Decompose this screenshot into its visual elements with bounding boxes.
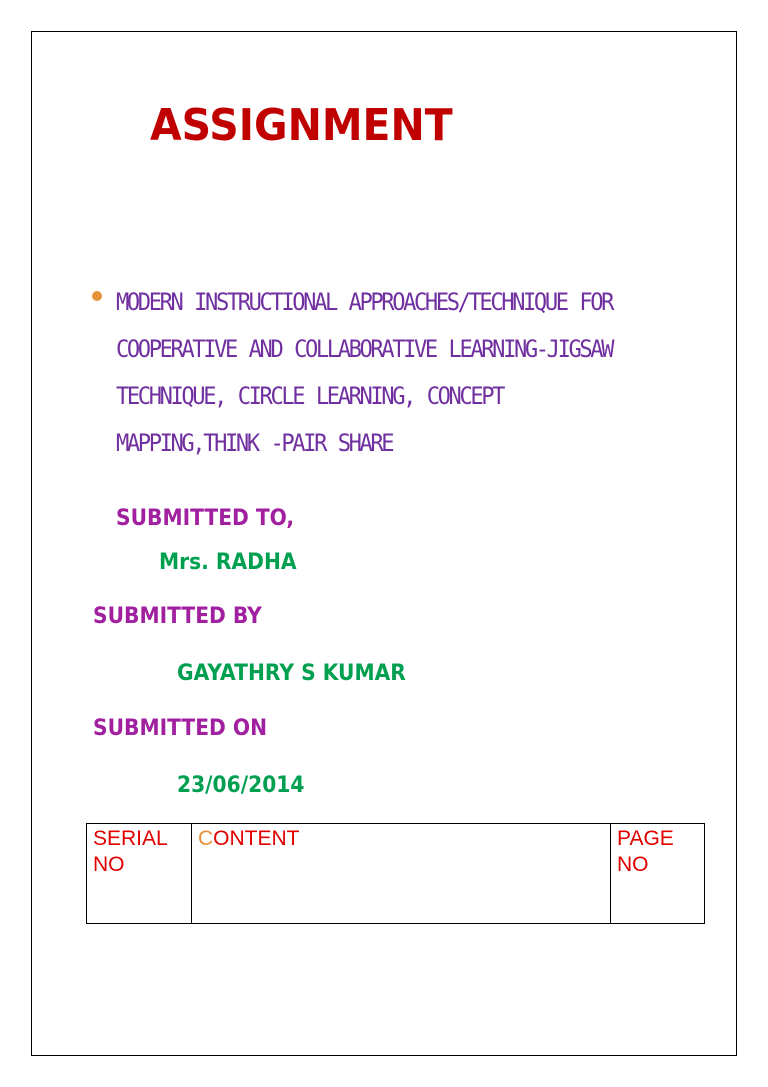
submitted-by-label: SUBMITTED BY [93,604,262,629]
serial-no-header [87,824,192,924]
table-header-row [87,824,705,924]
content-header-rest: ONTENT [213,827,300,850]
contents-table [86,823,705,924]
content-header [192,824,611,924]
submitted-on-label: SUBMITTED ON [93,716,268,741]
page-no-header-text: PAGE NO [617,827,674,876]
submitted-to-label: SUBMITTED TO, [116,506,295,531]
serial-no-header-text: SERIAL NO [93,827,167,876]
submitted-by-value: GAYATHRY S KUMAR [177,661,406,686]
submitted-to-value: Mrs. RADHA [159,550,297,575]
content-header-first-letter: C [198,827,214,850]
page-no-header [611,824,705,924]
submitted-on-value: 23/06/2014 [177,773,305,798]
topic-text: MODERN INSTRUCTIONAL APPROACHES/TECHNIQUE FOR COOPERATIVE AND COLLABORATIVE LEARNING-JIGSAW TECHNIQUE, CIRCLE LEARNING, CONCEPT MAPPING,THINK -PAIR SHARE [116,288,613,457]
bullet-icon [92,291,102,301]
document-title: ASSIGNMENT [150,100,453,151]
